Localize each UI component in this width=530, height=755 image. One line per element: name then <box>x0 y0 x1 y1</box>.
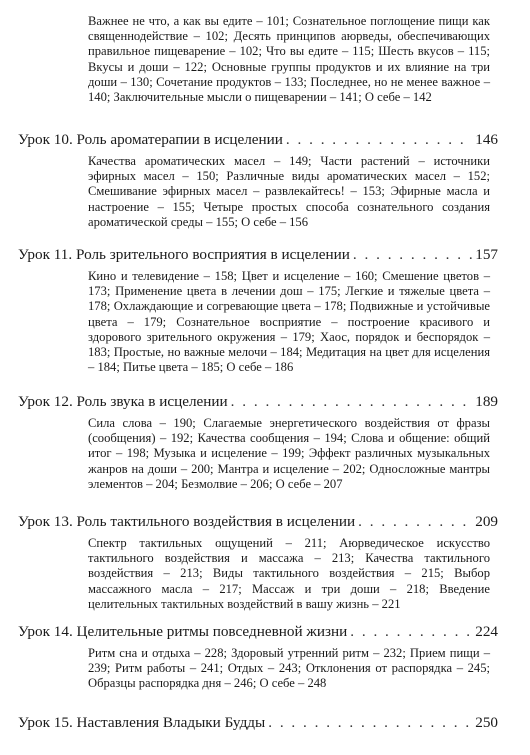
lesson-10-entry[interactable] <box>18 130 498 230</box>
lesson-title: Урок 10. Роль ароматерапии в исцелении <box>18 131 283 148</box>
lesson-title: Урок 11. Роль зрительного восприятия в исцелении <box>18 246 350 263</box>
lesson-heading <box>18 622 498 642</box>
lesson-15-entry[interactable] <box>18 713 498 733</box>
lesson-subentries: Качества ароматических масел – 149; Части растений – источники эфирных масел – 150; Различные виды ароматических масел – 152; Смешивание эфирных масел – развлекайтесь! – 153; Эфирные масла и настроение – 155; Четыре простых способа сознательного создания ароматической среды – 155; О себе – 156 <box>88 154 490 229</box>
lesson-subentries: Сила слова – 190; Слагаемые энергетического воздействия от фразы (сообщения) – 192; Качества сообщения – 194; Слова и общение: общий итог – 198; Музыка и исцеление – 199; Эффект различных музыкальных жанров на доши – 200; Мантра и исцеление – 202; Односложные мантры элементов – 204; Безмолвие – 206; О себе – 207 <box>88 416 490 491</box>
lesson-title: Урок 15. Наставления Владыки Будды <box>18 714 266 731</box>
lesson-subentries: Спектр тактильных ощущений – 211; Аюрведическое искусство тактильного воздействия и массажа – 213; Качества тактильного воздействия – 213; Виды тактильного воздействия – 215; Выбор массажного масла – 217; Массаж и три доши – 218; Введение целительных тактильных воздействий в вашу жизнь – 221 <box>88 536 490 611</box>
lesson-heading <box>18 392 498 412</box>
lesson-page-number: 146 <box>475 131 498 148</box>
lesson-heading <box>18 245 498 265</box>
lesson-14-entry[interactable] <box>18 622 498 692</box>
leader-dots <box>358 512 472 532</box>
leader-dots <box>231 392 473 412</box>
lesson-subentries: Ритм сна и отдыха – 228; Здоровый утренний ритм – 232; Прием пищи – 239; Ритм работы – 241; Отдых – 243; Отклонения от распорядка – 245; Образцы распорядка дня – 246; О себе – 248 <box>88 646 490 691</box>
lesson-page-number: 189 <box>475 393 498 410</box>
lesson-heading <box>18 713 498 733</box>
lesson-heading <box>18 512 498 532</box>
lesson-subentries: Кино и телевидение – 158; Цвет и исцеление – 160; Смешение цветов – 173; Применение цвета в лечении дош – 175; Легкие и тяжелые цвета – 178; Охлаждающие и согревающие цвета – 178; Подвижные и устойчивые цвета – 179; Сознательное восприятие – построение красивого и здорового зрительного окружения – 179; Хаос, порядок и беспорядок – 183; Простые, но важные мелочи – 184; Медитация на цвет для исцеления – 184; Питье цвета – 185; О себе – 186 <box>88 269 490 375</box>
lesson-heading <box>18 130 498 150</box>
lesson-title: Урок 13. Роль тактильного воздействия в исцелении <box>18 513 356 530</box>
leader-dots <box>268 713 472 733</box>
lesson-title: Урок 12. Роль звука в исцелении <box>18 393 228 410</box>
lesson-12-entry[interactable] <box>18 392 498 492</box>
lesson-page-number: 157 <box>475 246 498 263</box>
leader-dots <box>286 130 472 150</box>
leader-dots <box>350 622 472 642</box>
lesson-11-entry[interactable] <box>18 245 498 375</box>
lesson-page-number: 250 <box>475 714 498 731</box>
lesson-page-number: 209 <box>475 513 498 530</box>
lesson-9-subentries: Важнее не что, а как вы едите – 101; Сознательное поглощение пищи как священнодействие – 102; Десять принципов аюрведы, обеспечивающих правильное пищеварение – 102; Что вы едите – 115; Шесть вкусов – 115; Вкусы и доши – 122; Основные группы продуктов и их влияние на три доши – 130; Сочетание продуктов – 133; Последнее, но не менее важное – 140; Заключительные мысли о пищеварении – 141; О себе – 142 <box>88 14 490 105</box>
lesson-page-number: 224 <box>475 623 498 640</box>
lesson-13-entry[interactable] <box>18 512 498 612</box>
leader-dots <box>353 245 472 265</box>
lesson-title: Урок 14. Целительные ритмы повседневной жизни <box>18 623 348 640</box>
